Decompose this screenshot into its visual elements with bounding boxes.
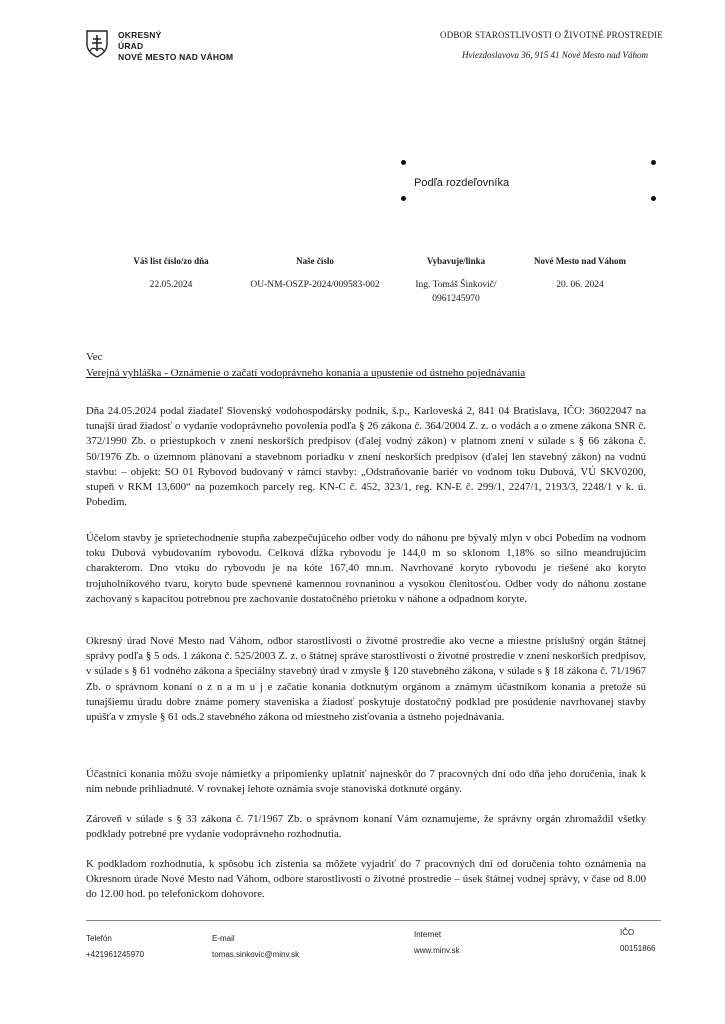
department-name: ODBOR STAROSTLIVOSTI O ŽIVOTNÉ PROSTREDIE [440, 30, 663, 40]
footer-value-internet: www.minv.sk [414, 946, 460, 955]
body-paragraph: Účelom stavby je sprietechodnenie stupňa zabezpečujúceho odber vody do náhonu pre bývalý mlyn v obci Pobedim na vodnom toku Dubová vybudovaním rybovodu. Celková dĺžka rybovodu je 144,0 m so sklonom 1,18% so silno meandrujúcim charakterom. Dno vtoku do rybovodu je na kóte 167,40 mn.m. Navrhované koryto rybovodu je riešené ako koryto trojuholníkového tvaru, koryto bude spevnené kamennou rovnaninou a vysokou členitosťou. Odber vody do náhonu zostane zachovaný s kapacitou potrebnou pre zachovanie dostatočného prietoku v náhone a odpadnom koryte. [86, 532, 646, 605]
body-paragraph: Zároveň v súlade s § 33 zákona č. 71/1967 Zb. o správnom konaní Vám oznamujeme, že správny orgán zhromaždil všetky podklady potrebné pre vydanie vodoprávneho rozhodnutia. [86, 813, 646, 841]
footer-divider [86, 920, 661, 921]
footer-label-internet: Internet [414, 930, 442, 939]
footer-value-ico: 00151866 [620, 944, 656, 953]
subject-line: Verejná vyhláška - Oznámenie o začatí vodoprávneho konania a upustenie od ústneho pojednávania [86, 367, 526, 379]
footer-label-phone: Telefón [86, 934, 112, 943]
address-window-mark [401, 160, 406, 165]
body-paragraph: K podkladom rozhodnutia, k spôsobu ich zistenia sa môžete vyjadriť do 7 pracovných dní od doručenia tohto oznámenia na Okresnom úrade Nové Mesto nad Váhom, odbore starostlivosti o životné prostredie – úsek štátnej vodnej správy, v čase od 8.00 do 12.00 hod. po telefonickom dohovore. [86, 858, 646, 901]
address-window-mark [651, 160, 656, 165]
recipient: Podľa rozdeľovníka [414, 177, 510, 189]
body-paragraph: Dňa 24.05.2024 podal žiadateľ Slovenský vodohospodársky podnik, š.p., Karloveská 2, 841 04 Bratislava, IČO: 36022047 na tunajší úrad žiadosť o vydanie vodoprávneho povolenia podľa § 26 zákona č. 364/2004 Z. z. o vodách a o zmene zákona SNR č. 372/1990 Zb. o priestupkoch v znení neskorších predpisov (ďalej vodný zákon) v platnom znení v súlade s § 66 zákona č. 50/1976 Zb. o územnom plánovaní a stavebnom poriadku v znení neskorších predpisov (ďalej len stavebný zákon) na vodnú stavbu: – objekt: SO 01 Rybovod budovaný v rámci stavby: „Odstraňovanie bariér vo vodnom toku Dubová, VÚ SKV0200, stupeň v RKM 13,600“ na pozemkoch parcely reg. KN-C č. 452, 323/1, reg. KN-E č. 299/1, 2247/1, 2193/3, 2248/1 v k. ú. Pobedim. [86, 405, 646, 509]
meta-value-handled-by: Ing. Tomáš Šinkovič/ 0961245970 [415, 280, 497, 304]
footer-label-ico: IČO [620, 928, 635, 937]
footer-label-email: E-mail [212, 934, 235, 943]
footer-value-email: tomas.sinkovic@minv.sk [212, 950, 300, 959]
meta-label-place: Nové Mesto nad Váhom [533, 256, 627, 266]
meta-value-your-letter: 22.05.2024 [149, 280, 193, 290]
meta-value-date: 20. 06. 2024 [556, 280, 604, 290]
body-paragraph: Okresný úrad Nové Mesto nad Váhom, odbor starostlivosti o životné prostredie ako vecne a miestne príslušný orgán štátnej správy podľa § 5 ods. 1 zákona č. 525/2003 Z. z. o štátnej správe starostlivosti o životné prostredie v znení neskorších predpisov, v súlade s § 61 vodného zákona a špeciálny stavebný úrad v zmysle § 120 stavebného zákona, v súlade s § 18 zákona č. 71/1967 Zb. o správnom konaní o z n a m u j e začatie konania dotknutým orgánom a známym účastníkom konania a pretože sú tunajšiemu úradu dobre známe pomery staveniska a žiadosť poskytuje dostatočný podklad pre posúdenie navrhovanej stavby upúšťa v zmysle § 61 ods.2 stavebného zákona od miestneho zisťovania a ústneho pojednávania. [86, 635, 646, 724]
office-line: ÚRAD [118, 41, 144, 51]
department-address: Hviezdoslavova 36, 915 41 Nové Mesto nad Váhom [462, 50, 648, 60]
address-window-mark [401, 196, 406, 201]
slovak-coat-of-arms-icon [86, 30, 108, 58]
meta-label-your-letter: Váš list číslo/zo dňa [133, 256, 209, 266]
address-window-mark [651, 196, 656, 201]
office-name [118, 30, 233, 63]
office-line: NOVÉ MESTO NAD VÁHOM [118, 52, 234, 62]
subject-label: Vec [86, 351, 103, 363]
footer-value-phone: +421961245970 [86, 950, 145, 959]
office-line: OKRESNÝ [118, 30, 162, 40]
meta-label-our-number: Naše číslo [296, 256, 334, 266]
meta-value-our-number: OU-NM-OSZP-2024/009583-002 [250, 280, 380, 290]
meta-label-handled-by: Vybavuje/linka [426, 256, 486, 266]
body-paragraph: Účastníci konania môžu svoje námietky a pripomienky uplatniť najneskôr do 7 pracovných dní odo dňa jeho doručenia, inak k nim nebude prihliadnuté. V rovnakej lehote oznámia svoje stanoviská dotknuté orgány. [86, 768, 646, 796]
